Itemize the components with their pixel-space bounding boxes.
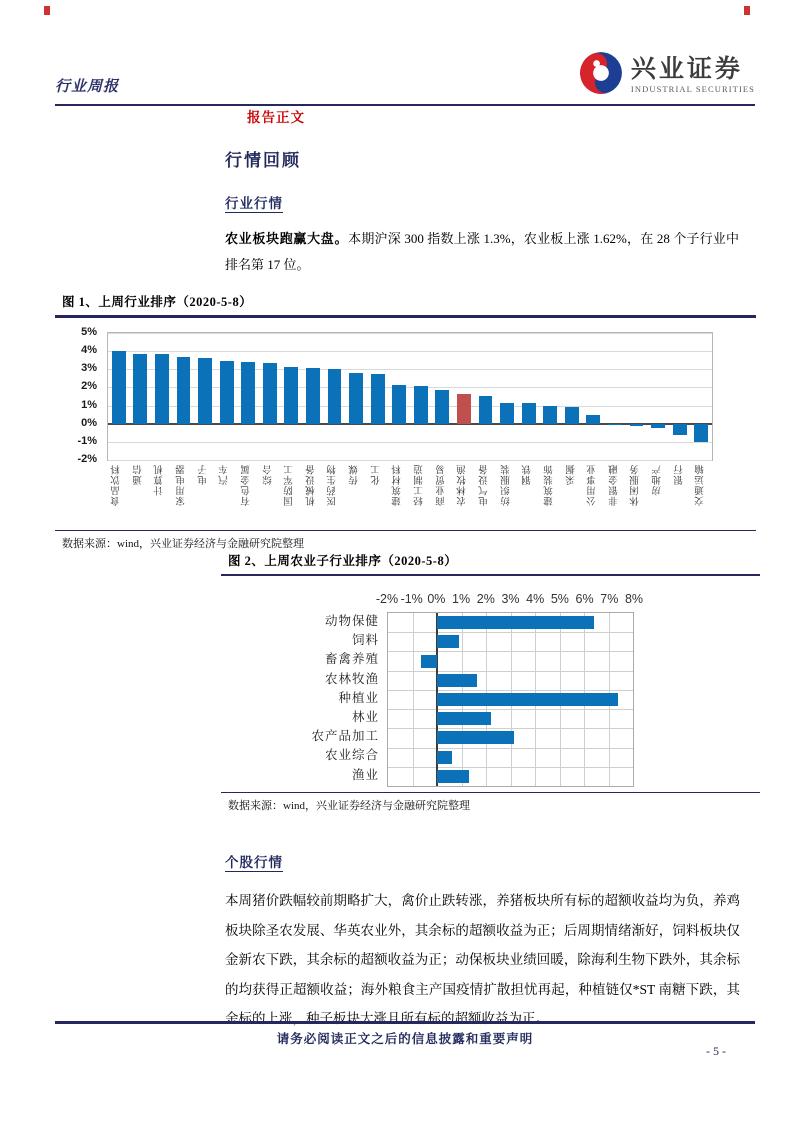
bar-钢铁 (522, 403, 536, 423)
x-tick-label: 电气设备 (479, 464, 490, 506)
category-label: 农林牧渔 (324, 671, 379, 686)
x-tick-label: 轻工制造 (415, 464, 426, 506)
gridline (413, 613, 414, 786)
category-label: 林业 (351, 709, 379, 724)
bar-传媒 (349, 373, 363, 424)
bar-建筑材料 (392, 385, 406, 424)
x-tick-label: -2% (375, 592, 399, 606)
bar-动物保健 (437, 616, 594, 629)
bar-医药生物 (328, 369, 342, 424)
report-body-label: 报告正文 (247, 110, 305, 125)
x-label-slot (626, 464, 648, 525)
bar-农产品加工 (437, 731, 514, 744)
brand-name-en: INDUSTRIAL SECURITIES (630, 84, 755, 94)
x-label-slot (691, 464, 713, 525)
x-tick-label: 钢铁 (523, 464, 534, 485)
y-tick-label: 3% (81, 362, 97, 375)
paragraph-rest: 本期沪深 300 指数上涨 1.3%，农业板上涨 1.62%，在 28 个子行业中排名第 17 位。 (225, 231, 739, 272)
bar-食品饮料 (112, 351, 126, 424)
x-tick-label: 建筑材料 (393, 464, 404, 506)
gridline (388, 651, 633, 652)
subsection-industry-market: 行业行情 (225, 196, 283, 211)
bar-采掘 (565, 407, 579, 423)
x-tick-label: 非银金融 (609, 464, 620, 506)
footer-rule (55, 1021, 755, 1047)
page-corner-mark-left (44, 6, 50, 15)
x-tick-label: 医药生物 (328, 464, 339, 506)
stock-paragraph: 本周猪价跌幅较前期略扩大，禽价止跌转涨，养猪板块所有标的超额收益均为负，养鸡板块除圣农发展、华英农业外，其余标的超额收益为正；后周期情绪渐好，饲料板块仅金新农下跌，其余标的超额收益为正；动保板块业绩回暖，除海利生物下跌外，其余标的均获得正超额收益；海外粮食主产国疫情扩散担忧再起，种植链仅*ST 南糖下跌，其余标的上涨，种子板块大涨且所有标的超额收益为正。 (225, 893, 740, 1026)
bar-交通运输 (694, 424, 708, 442)
x-tick-label: 机械设备 (306, 464, 317, 506)
x-tick-label: 8% (624, 592, 644, 606)
bar-计算机 (155, 354, 169, 424)
bar-种植业 (437, 693, 618, 706)
bar-饲料 (437, 635, 459, 648)
gridline (388, 671, 633, 672)
paragraph-lead-bold: 农业板块跑赢大盘。 (225, 231, 349, 246)
category-label: 种植业 (338, 690, 379, 705)
x-label-slot (258, 464, 280, 525)
x-tick-label: 电子 (198, 464, 209, 485)
x-label-slot (583, 464, 605, 525)
gridline (388, 767, 633, 768)
industry-paragraph (225, 226, 739, 278)
x-label-slot (475, 464, 497, 525)
x-tick-label: 建筑装饰 (544, 464, 555, 506)
gridline (388, 728, 633, 729)
x-tick-label: 1% (452, 592, 471, 606)
x-tick-label: 农林牧渔 (458, 464, 469, 506)
x-tick-label: 6% (575, 592, 594, 606)
x-tick-label: 家用电器 (176, 464, 187, 506)
x-tick-label: 汽车 (220, 464, 231, 485)
bar-建筑装饰 (543, 406, 557, 424)
figure1-block (55, 292, 756, 551)
x-tick-label: 4% (526, 592, 545, 606)
x-tick-label: 化工 (371, 464, 382, 485)
bar-银行 (673, 424, 687, 435)
fig1-x-axis-labels (107, 464, 713, 525)
industry-ranking-chart (55, 324, 756, 525)
x-label-slot (323, 464, 345, 525)
page-number: - 5 - (706, 1044, 726, 1058)
bar-林业 (437, 712, 491, 725)
x-tick-label: 国防军工 (285, 464, 296, 506)
x-tick-label: 2% (476, 592, 495, 606)
x-label-slot (237, 464, 259, 525)
x-tick-label: 交通运输 (696, 464, 707, 506)
bar-通信 (133, 354, 147, 424)
x-label-slot (605, 464, 627, 525)
brand-name-cn: 兴业证券 (630, 56, 743, 83)
x-tick-label: 通信 (133, 464, 144, 485)
x-label-slot (129, 464, 151, 525)
x-tick-label: 房地产 (653, 464, 664, 496)
x-tick-label: 休闲服务 (631, 464, 642, 506)
bar-农林牧渔 (457, 394, 471, 423)
footer-disclaimer: 请务必阅读正文之后的信息披露和重要声明 (276, 1032, 534, 1046)
bar-电气设备 (479, 396, 493, 424)
doc-type-label: 行业周报 (55, 79, 120, 95)
category-label: 农业综合 (324, 748, 379, 763)
x-label-slot (497, 464, 519, 525)
x-label-slot (345, 464, 367, 525)
fig1-plot (107, 332, 713, 461)
figure2-source: 数据来源：wind，兴业证券经济与金融研究院整理 (221, 792, 760, 813)
x-tick-label: 5% (550, 592, 569, 606)
bar-农林牧渔 (437, 674, 477, 687)
bar-国防军工 (284, 367, 298, 424)
x-label-slot (215, 464, 237, 525)
subsection-stock-market: 个股行情 (225, 855, 283, 870)
brand-swirl-icon (578, 50, 624, 101)
x-label-slot (540, 464, 562, 525)
page-header (55, 44, 755, 106)
fig2-category-labels (221, 612, 387, 787)
brand-logo (578, 50, 755, 101)
x-tick-label: -1% (400, 592, 423, 606)
x-label-slot (518, 464, 540, 525)
gridline (108, 442, 712, 443)
x-tick-label: 7% (600, 592, 619, 606)
gridline (108, 460, 712, 461)
bar-化工 (371, 374, 385, 424)
y-tick-label: 4% (81, 344, 97, 357)
category-label: 渔业 (351, 767, 379, 782)
x-label-slot (280, 464, 302, 525)
x-label-slot (367, 464, 389, 525)
gridline (388, 748, 633, 749)
x-label-slot (453, 464, 475, 525)
figure2-title: 图 2、上周农业子行业排序（2020-5-8） (221, 551, 760, 576)
gridline (108, 333, 712, 334)
fig2-body (221, 612, 760, 787)
y-tick-label: 0% (81, 416, 97, 429)
x-tick-label: 采掘 (566, 464, 577, 485)
bar-机械设备 (306, 368, 320, 424)
y-tick-label: -1% (77, 434, 97, 447)
x-tick-label: 计算机 (155, 464, 166, 496)
fig2-plot (387, 612, 634, 787)
bar-非银金融 (608, 424, 622, 425)
category-label: 饲料 (351, 633, 379, 648)
gridline (388, 690, 633, 691)
y-tick-label: -2% (77, 453, 97, 465)
brand-text (631, 57, 755, 94)
category-label: 畜禽养殖 (324, 652, 379, 667)
x-tick-label: 3% (501, 592, 520, 606)
y-tick-label: 2% (81, 380, 97, 393)
x-tick-label: 有色金属 (241, 464, 252, 506)
bar-轻工制造 (414, 386, 428, 423)
bar-渔业 (437, 770, 469, 783)
gridline (388, 709, 633, 710)
x-label-slot (302, 464, 324, 525)
gridline (108, 351, 712, 352)
category-label: 动物保健 (324, 614, 379, 628)
x-label-slot (432, 464, 454, 525)
x-tick-label: 银行 (674, 464, 685, 485)
x-tick-label: 商业贸易 (436, 464, 447, 506)
x-label-slot (172, 464, 194, 525)
bar-农业综合 (437, 751, 452, 764)
gridline (388, 632, 633, 633)
x-label-slot (150, 464, 172, 525)
x-tick-label: 纺织服装 (501, 464, 512, 506)
bar-公用事业 (586, 415, 600, 424)
x-tick-label: 传媒 (350, 464, 361, 485)
bar-纺织服装 (500, 403, 514, 423)
figure2-block (221, 551, 760, 813)
fig2-x-axis-labels (375, 592, 644, 612)
x-label-slot (670, 464, 692, 525)
fig1-y-axis (55, 326, 102, 465)
agri-subindustry-chart (221, 592, 760, 787)
y-tick-label: 1% (81, 398, 97, 411)
bar-汽车 (220, 361, 234, 424)
bar-家用电器 (177, 357, 191, 424)
bar-有色金属 (241, 362, 255, 424)
figure1-title: 图 1、上周行业排序（2020-5-8） (55, 292, 756, 318)
bar-房地产 (651, 424, 665, 428)
bar-电子 (198, 358, 212, 423)
x-tick-label: 0% (427, 592, 446, 606)
bar-畜禽养殖 (421, 655, 437, 668)
x-label-slot (648, 464, 670, 525)
y-tick-label: 5% (81, 326, 97, 338)
section-title-market-review: 行情回顾 (225, 151, 301, 170)
x-label-slot (388, 464, 410, 525)
figure1-source: 数据来源：wind，兴业证券经济与金融研究院整理 (55, 530, 756, 551)
page-corner-mark-right (744, 6, 750, 15)
x-label-slot (561, 464, 583, 525)
bar-商业贸易 (435, 390, 449, 424)
x-label-slot (194, 464, 216, 525)
bar-休闲服务 (630, 424, 644, 426)
bar-综合 (263, 363, 277, 423)
x-tick-label: 综合 (263, 464, 274, 485)
x-tick-label: 食品饮料 (112, 464, 123, 506)
category-label: 农产品加工 (311, 729, 379, 744)
x-label-slot (410, 464, 432, 525)
x-label-slot (107, 464, 129, 525)
x-tick-label: 公用事业 (588, 464, 599, 506)
